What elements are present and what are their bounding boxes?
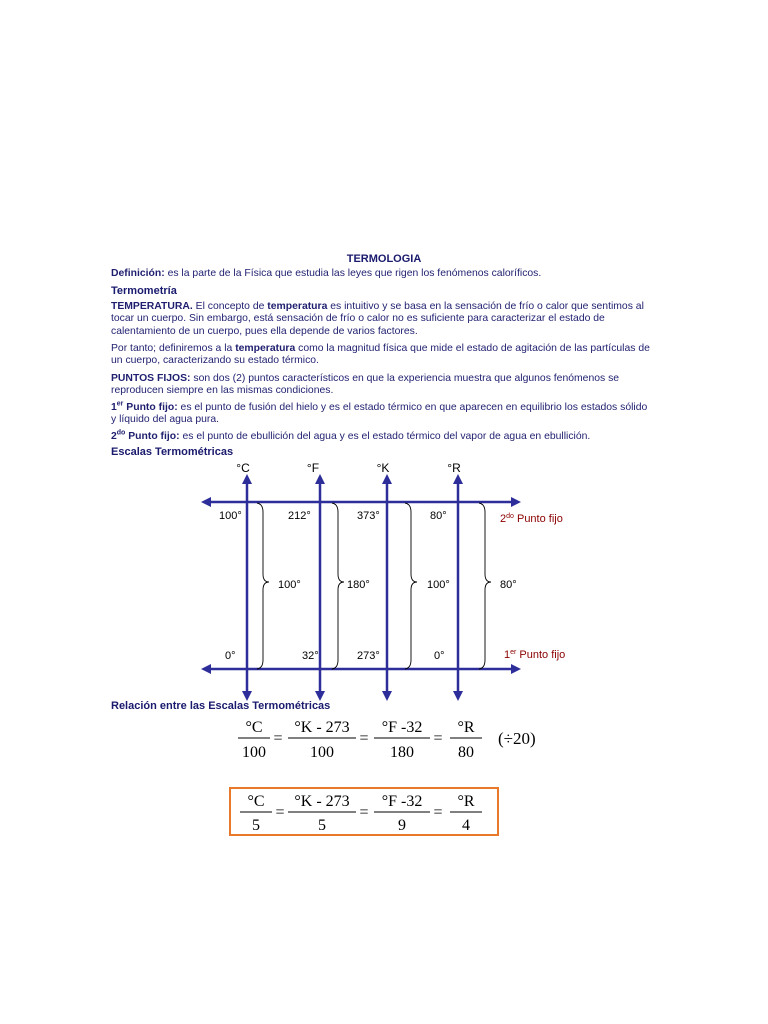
escalas-heading: Escalas Termométricas — [111, 446, 234, 458]
bottom-fixed-point-label — [504, 649, 565, 661]
primer-punto-num: 1 — [111, 402, 117, 413]
brace-r — [479, 503, 491, 669]
segundo-punto-text: es el punto de ebullición del agua y es el estado térmico del vapor de agua en ebullición. — [179, 431, 591, 442]
bottom-label-num: 1 — [504, 649, 511, 661]
primer-punto-sup: er — [116, 400, 124, 408]
relacion-heading: Relación entre las Escalas Termométricas — [111, 700, 331, 712]
definition-paragraph — [111, 268, 651, 280]
document-title: TERMOLOGIA — [346, 253, 422, 265]
formula1-den-k: 100 — [310, 744, 334, 761]
temperatura-label: TEMPERATURA. — [111, 301, 193, 312]
primer-punto-label: Punto fijo: — [123, 402, 178, 413]
formula1-den-c: 100 — [242, 744, 266, 761]
range-value-c: 100° — [278, 579, 301, 591]
formula2-den-k: 5 — [318, 817, 326, 834]
termometria-heading: Termometría — [111, 285, 177, 297]
portanto-text-1: Por tanto; definiremos a la — [111, 343, 236, 354]
formula2-num-r: °R — [457, 793, 475, 810]
top-value-c: 100° — [219, 510, 242, 522]
top-value-f: 212° — [288, 510, 311, 522]
top-label-num: 2 — [500, 513, 507, 525]
range-value-r: 80° — [500, 579, 517, 591]
temperatura-paragraph — [111, 301, 651, 338]
brace-f — [332, 503, 344, 669]
range-value-k: 100° — [427, 579, 450, 591]
formula2-den-f: 9 — [398, 817, 406, 834]
brace-k — [405, 503, 417, 669]
definition-text: es la parte de la Física que estudia las leyes que rigen los fenómenos caloríficos. — [164, 268, 542, 279]
top-value-r: 80° — [430, 510, 447, 522]
temperatura-bold: temperatura — [267, 301, 328, 312]
formula2-equals-2: = — [359, 804, 369, 821]
portanto-bold: temperatura — [235, 343, 296, 354]
primer-punto-paragraph — [111, 402, 651, 427]
bottom-value-r: 0° — [434, 650, 445, 662]
portanto-text-2: como la magnitud física que mide el estado de agitación de las partículas de un cuerpo, caracterizando su estado térmico. — [111, 343, 650, 367]
range-value-f: 180° — [347, 579, 370, 591]
brace-c — [257, 503, 269, 669]
primer-punto-text: es el punto de fusión del hielo y es el estado térmico en que aparecen en equilibrio los estados sólido y líquido del agua pura. — [111, 402, 648, 426]
segundo-punto-label: Punto fijo: — [125, 431, 180, 442]
bottom-value-c: 0° — [225, 650, 236, 662]
formula2-equals-3: = — [433, 804, 443, 821]
top-fixed-point-label — [500, 513, 563, 525]
temperatura-text-1: El concepto de — [192, 301, 268, 312]
formula2-num-f: °F -32 — [381, 793, 423, 810]
formula-relation-simplified — [230, 786, 496, 836]
formula2-den-r: 4 — [462, 817, 470, 834]
bottom-value-k: 273° — [357, 650, 380, 662]
scale-header-f: °F — [306, 461, 320, 475]
definition-label: Definición: — [111, 268, 165, 279]
formula1-den-r: 80 — [458, 744, 474, 761]
formula2-equals-1: = — [275, 804, 285, 821]
formula-relation-100 — [230, 712, 560, 768]
formula1-num-f: °F -32 — [381, 719, 423, 736]
segundo-punto-num: 2 — [111, 431, 117, 442]
formula1-num-k: °K - 273 — [294, 719, 350, 736]
formula1-equals-3: = — [433, 730, 443, 747]
puntos-fijos-paragraph — [111, 373, 651, 398]
formula1-equals-1: = — [273, 730, 283, 747]
bottom-label-sup: er — [510, 649, 517, 656]
formula2-num-k: °K - 273 — [294, 793, 350, 810]
formula1-equals-2: = — [359, 730, 369, 747]
scale-header-r: °R — [447, 461, 461, 475]
temperatura-text-2: es intuitivo y se basa en la sensación de frío o calor que sentimos al tocar un cuerpo. Sin embargo, está sensación de frío o calor no es suficiente para caracterizar el estado de calentamiento de un cuerpo, pues ella depende de varios factores. — [111, 301, 644, 337]
portanto-paragraph — [111, 343, 651, 368]
formula1-divisor: (÷20) — [498, 729, 536, 748]
scale-header-k: °K — [376, 461, 390, 475]
segundo-punto-paragraph — [111, 431, 651, 443]
segundo-punto-sup: do — [116, 429, 126, 437]
scales-diagram — [0, 455, 768, 705]
formula1-num-c: °C — [245, 719, 263, 736]
puntos-fijos-text: son dos (2) puntos característicos en que la experiencia muestra que algunos fenómenos se reproducen siempre en las mismas condiciones. — [111, 373, 620, 397]
puntos-fijos-label: PUNTOS FIJOS: — [111, 373, 191, 384]
formula2-num-c: °C — [247, 793, 265, 810]
formula1-den-f: 180 — [390, 744, 414, 761]
top-value-k: 373° — [357, 510, 380, 522]
top-label-sup: do — [506, 513, 514, 520]
scale-header-c: °C — [236, 461, 250, 475]
top-label-text: Punto fijo — [513, 513, 563, 525]
formula1-num-r: °R — [457, 719, 475, 736]
bottom-value-f: 32° — [302, 650, 319, 662]
formula2-den-c: 5 — [252, 817, 260, 834]
bottom-label-text: Punto fijo — [516, 649, 566, 661]
